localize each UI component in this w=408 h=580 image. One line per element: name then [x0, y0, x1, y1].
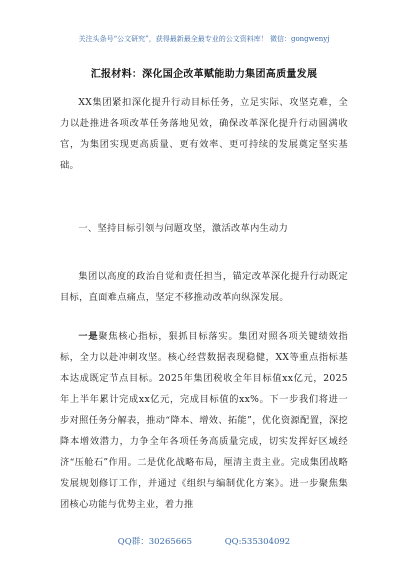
- paragraph-lead: 一是: [78, 331, 99, 342]
- paragraph-detail: [60, 326, 348, 515]
- header-notice: 关注头条号“公文研究”，获得最新最全最专业的公文资料库！ 微信：gongwenyj: [78, 35, 330, 43]
- section-heading-text: 一、坚持目标引领与问题攻坚，激活改革内生动力: [78, 223, 289, 234]
- section-heading: [60, 218, 348, 239]
- paragraph-text: 集团以高度的政治自觉和责任担当，锚定改革深化提升行动既定目标，直面难点痛点，坚定不移推动改革向纵深发展。: [60, 271, 348, 303]
- document-title: 汇报材料：深化国企改革赋能助力集团高质量发展: [90, 69, 318, 80]
- paragraph-section-intro: [60, 266, 348, 308]
- paragraph-text: [60, 326, 348, 515]
- footer-contact: [0, 535, 408, 547]
- footer-qq-number: QQ:535304092: [224, 537, 291, 547]
- footer-qq-group: QQ群：30265665: [117, 537, 192, 547]
- paragraph-text: XX集团紧扣深化提升行动目标任务，立足实际、攻坚克难，全力以赴推进各项改革任务落地见效，确保改革深化提升行动圆满收官，为集团实现更高质量、更有效率、更可持续的发展奠定坚实基础。: [60, 97, 348, 171]
- paragraph-body: 聚焦核心指标，狠抓目标落实。集团对照各项关键绩效指标，全力以赴冲刺攻坚。核心经营数据表现稳健，XX等重点指标基本达成既定节点目标。2025年集团税收全年目标值xx亿元，2025年上半年累计完成xx亿元，完成目标值的xx%。下一步我们将进一步对照任务分解表，推动“降本、增效、拓能”，优化资源配置，深挖降本增效潜力，力争全年各项任务高质量完成，切实发挥好区域经济“压舱石”作用。二是优化战略布局，厘清主责主业。完成集团战略发展规划修订工作，并通过《组织与编制优化方案》。进一步聚焦集团核心功能与优势主业，着力推: [60, 331, 349, 510]
- paragraph-intro: [60, 92, 348, 176]
